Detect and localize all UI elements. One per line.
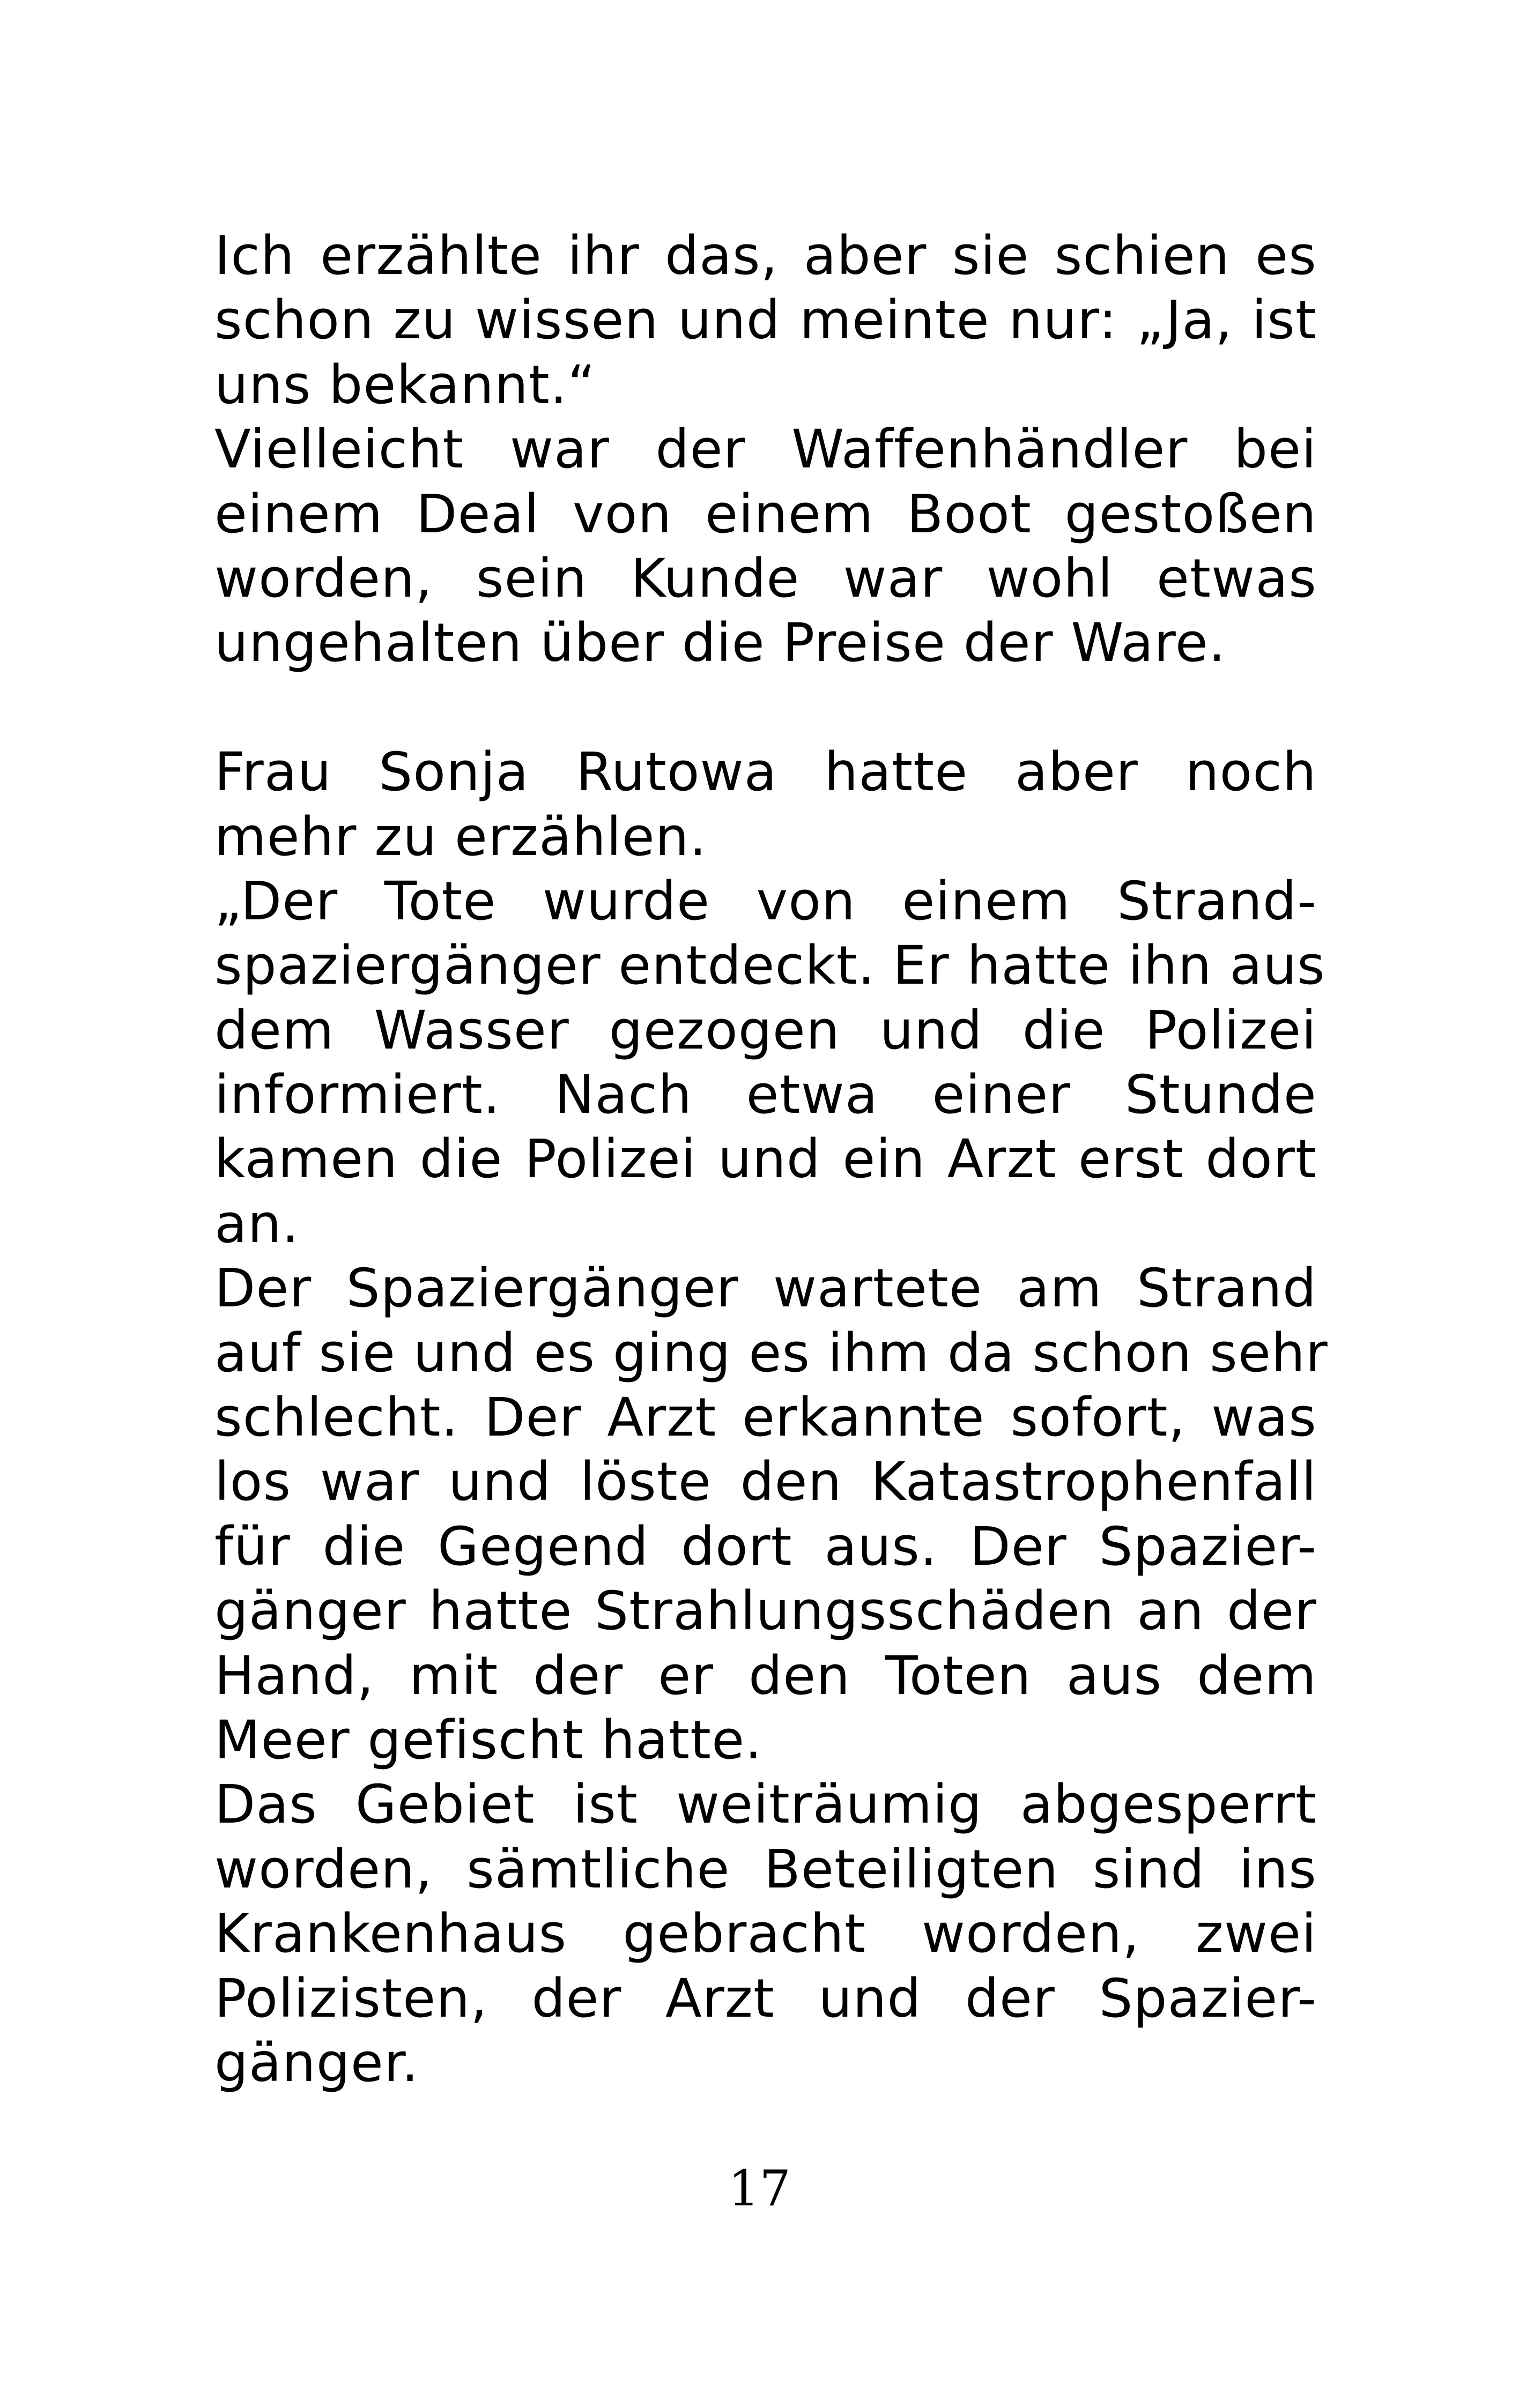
text-line: ungehalten über die Preise der Ware. (214, 612, 1226, 674)
text-line: „Der Tote wurde von einem Strand- (214, 870, 1317, 932)
text-line: Polizisten, der Arzt und der Spazier- (214, 1967, 1317, 2030)
body-text (214, 224, 1328, 2095)
text-line: los war und löste den Katastrophenfall (214, 1451, 1317, 1513)
text-line: schon zu wissen und meinte nur: „Ja, ist (214, 289, 1317, 352)
text-line: schlecht. Der Arzt erkannte sofort, was (214, 1387, 1317, 1449)
text-line: kamen die Polizei und ein Arzt erst dort (214, 1128, 1317, 1191)
page-number: 17 (728, 2160, 791, 2217)
text-line: gänger hatte Strahlungsschäden an der (214, 1580, 1317, 1643)
text-line: Hand, mit der er den Toten aus dem (214, 1645, 1317, 1707)
paragraph-gap (214, 676, 1317, 740)
text-line: Ich erzählte ihr das, aber sie schien es (214, 225, 1317, 287)
text-line: Das Gebiet ist weiträumig abgesperrt (214, 1774, 1317, 1836)
text-line: uns bekannt.“ (214, 354, 596, 416)
text-line: worden, sein Kunde war wohl etwas (214, 547, 1317, 610)
text-line: Krankenhaus gebracht worden, zwei (214, 1903, 1317, 1965)
text-line: Vielleicht war der Waffenhändler bei (214, 419, 1317, 481)
text-line: an. (214, 1193, 300, 1255)
text-line: spaziergänger entdeckt. Er hatte ihn aus (214, 935, 1325, 997)
text-line: dem Wasser gezogen und die Polizei (214, 999, 1317, 1061)
text-line: informiert. Nach etwa einer Stunde (214, 1064, 1317, 1126)
text-line: Frau Sonja Rutowa hatte aber noch (214, 741, 1317, 804)
text-line: mehr zu erzählen. (214, 806, 707, 868)
text-line: Der Spaziergänger wartete am Strand (214, 1258, 1317, 1320)
text-line: einem Deal von einem Boot gestoßen (214, 483, 1317, 545)
text-line: für die Gegend dort aus. Der Spazier- (214, 1515, 1317, 1578)
text-line: auf sie und es ging es ihm da schon sehr (214, 1322, 1328, 1384)
text-line: gänger. (214, 2032, 419, 2094)
text-line: Meer gefischt hatte. (214, 1709, 762, 1771)
text-line: worden, sämtliche Beteiligten sind ins (214, 1838, 1317, 1900)
